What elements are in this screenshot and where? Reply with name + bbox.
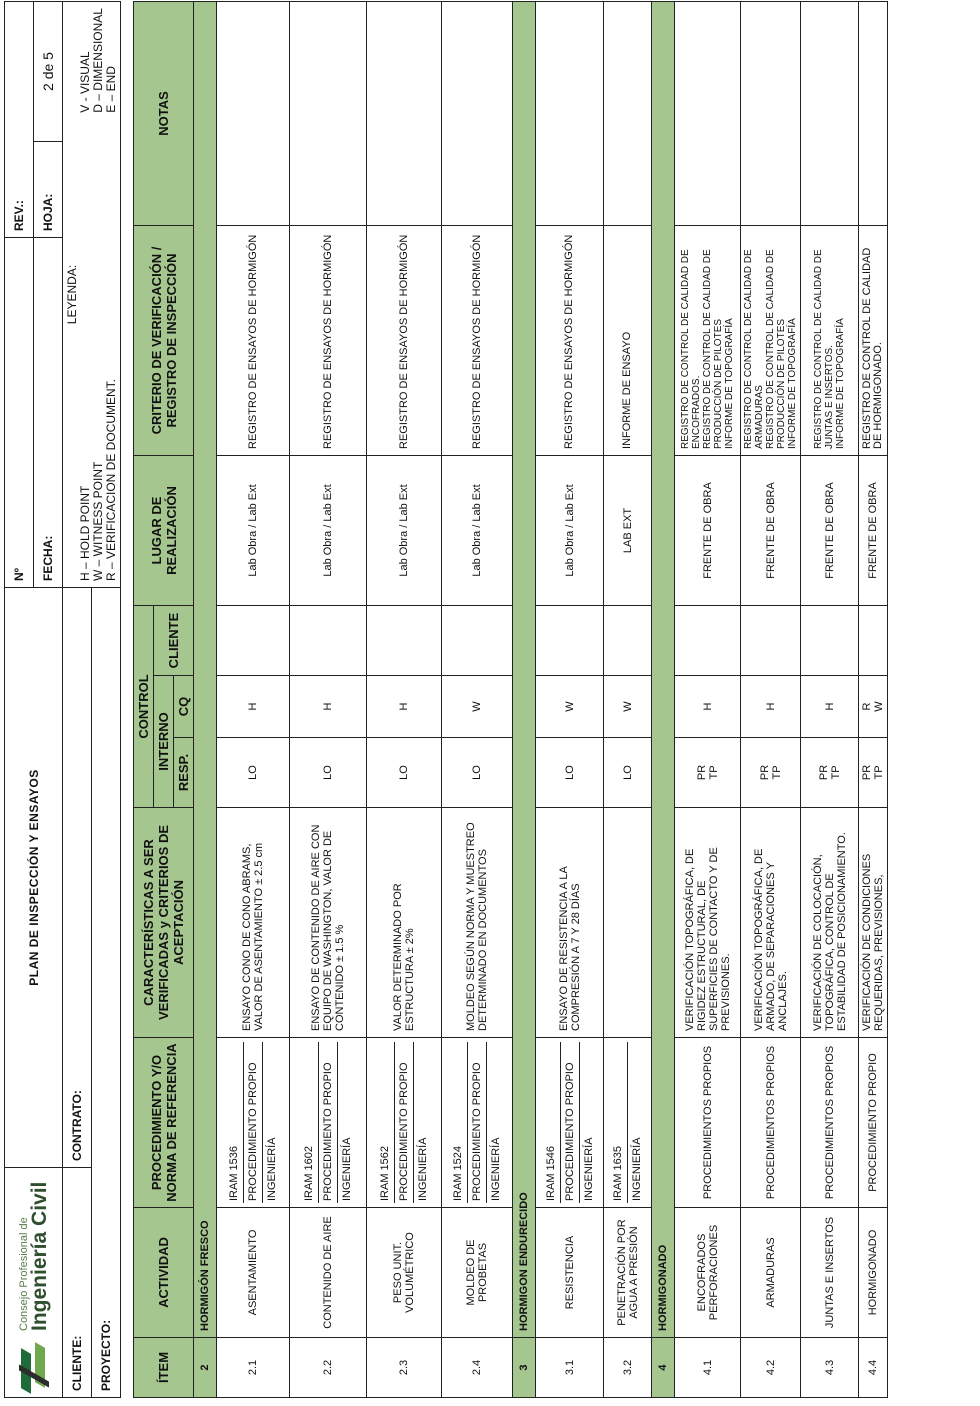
control-cq: H xyxy=(290,676,367,738)
legend-document: R – VERIFICACION DE DOCUMENT. xyxy=(103,378,118,581)
characteristics: VERIFICACIÓN TOPOGRÁFICA, DE RIGIDEZ ESTRUCTURAL, DE SUPERFICIES DE CONTACTO Y DE PREVISIONES. xyxy=(675,808,741,1038)
verification-criterion: REGISTRO DE ENSAYOS DE HORMIGÓN xyxy=(536,225,604,455)
cpic-logo-icon xyxy=(17,1339,51,1391)
location: FRENTE DE OBRA xyxy=(801,455,859,605)
hoja-label: HOJA: xyxy=(34,142,63,238)
document-header xyxy=(4,1,121,1398)
logo xyxy=(5,1168,63,1398)
col-control: CONTROL xyxy=(134,605,154,807)
notes xyxy=(741,1,801,225)
table-row xyxy=(290,1,367,1397)
control-cq: H xyxy=(741,676,801,738)
control-cliente xyxy=(741,605,801,675)
item-number: 2.3 xyxy=(367,1338,442,1398)
activity: JUNTAS E INSERTOS xyxy=(801,1208,859,1338)
control-cq: H xyxy=(675,676,741,738)
item-number: 4.2 xyxy=(741,1338,801,1398)
section-number: 3 xyxy=(513,1338,536,1398)
activity: ARMADURAS xyxy=(741,1208,801,1338)
control-cq: W xyxy=(536,676,604,738)
characteristics xyxy=(604,808,652,1038)
activity: MOLDEO DE PROBETAS xyxy=(442,1208,513,1338)
procedure-line: PROCEDIMIENTOS PROPIOS xyxy=(701,1045,714,1200)
table-row xyxy=(367,1,442,1397)
procedure-line: PROCEDIMIENTOS PROPIOS xyxy=(823,1045,836,1200)
procedure-line: IRAM 1536 xyxy=(225,1042,244,1203)
activity: ASENTAMIENTO xyxy=(217,1208,290,1338)
characteristics: ENSAYO CONO DE CONO ABRAMS, VALOR DE ASENTAMIENTO ± 2.5 cm xyxy=(217,808,290,1038)
control-cliente xyxy=(290,605,367,675)
control-cq: H xyxy=(801,676,859,738)
procedure xyxy=(604,1038,652,1208)
procedure xyxy=(801,1038,859,1208)
table-body xyxy=(194,1,888,1397)
legend-end: E – END xyxy=(103,66,118,113)
notes xyxy=(290,1,367,225)
location: Lab Obra / Lab Ext xyxy=(442,455,513,605)
characteristics: ENSAYO DE RESISTENCIA A LA COMPRESIÓN A 7 Y 28 DÍAS xyxy=(536,808,604,1038)
item-number: 4.4 xyxy=(859,1338,888,1398)
characteristics: VERIFICACIÓN DE COLOCACIÓN, TOPOGRÁFICA, CONTROL DE ESTABILIDAD DE POSICIONAMIENTO. xyxy=(801,808,859,1038)
legend xyxy=(63,2,121,588)
verification-criterion: INFORME DE ENSAYO xyxy=(604,225,652,455)
procedure xyxy=(442,1038,513,1208)
activity: CONTENIDO DE AIRE xyxy=(290,1208,367,1338)
procedure-line: PROCEDIMIENTO PROPIO xyxy=(395,1042,414,1203)
procedure xyxy=(859,1038,888,1208)
procedure-line: INGENIERÍA xyxy=(490,1137,502,1201)
table-row xyxy=(675,1,741,1397)
characteristics: VALOR DETERMINADO POR ESTRUCTURA ± 2% xyxy=(367,808,442,1038)
legend-hold: H – HOLD POINT xyxy=(77,485,92,581)
location: Lab Obra / Lab Ext xyxy=(367,455,442,605)
numero-label: Nº xyxy=(5,238,34,588)
procedure xyxy=(367,1038,442,1208)
table-row xyxy=(741,1,801,1397)
section-title: HORMIGONADO xyxy=(652,1,675,1337)
verification-criterion: REGISTRO DE CONTROL DE CALIDAD DE JUNTAS E INSERTOS. INFORME DE TOPOGRAFÍA xyxy=(801,225,859,455)
verification-criterion: REGISTRO DE ENSAYOS DE HORMIGÓN xyxy=(217,225,290,455)
item-number: 3.2 xyxy=(604,1338,652,1398)
control-cq: W xyxy=(604,676,652,738)
verification-criterion: REGISTRO DE ENSAYOS DE HORMIGÓN xyxy=(442,225,513,455)
control-resp: PR TP xyxy=(801,738,859,808)
table-row xyxy=(801,1,859,1397)
control-cq: R W xyxy=(859,676,888,738)
procedure-line: IRAM 1546 xyxy=(542,1042,561,1203)
col-item: ÍTEM xyxy=(134,1338,194,1398)
notes xyxy=(675,1,741,225)
logo-line-1: Consejo Profesional de xyxy=(17,1217,30,1331)
col-notas: NOTAS xyxy=(134,1,194,225)
control-cq: H xyxy=(367,676,442,738)
characteristics: ENSAYO DE CONTENIDO DE AIRE CON EQUIPO DE WASHINGTON, VALOR DE CONTENIDO ± 1.5 % xyxy=(290,808,367,1038)
section-title: HORMIGON ENDURECIDO xyxy=(513,1,536,1337)
location: Lab Obra / Lab Ext xyxy=(217,455,290,605)
activity: PESO UNIT. VOLUMÉTRICO xyxy=(367,1208,442,1338)
procedure-line: PROCEDIMIENTO PROPIO xyxy=(561,1042,580,1203)
inspection-table xyxy=(133,1,888,1398)
col-interno: INTERNO xyxy=(154,676,174,808)
notes xyxy=(217,1,290,225)
item-number: 2.2 xyxy=(290,1338,367,1398)
control-resp: LO xyxy=(604,738,652,808)
control-cq: W xyxy=(442,676,513,738)
procedure xyxy=(217,1038,290,1208)
procedure xyxy=(536,1038,604,1208)
procedure-line: IRAM 1524 xyxy=(449,1042,468,1203)
table-row xyxy=(859,1,888,1397)
notes xyxy=(442,1,513,225)
control-resp: PR TP xyxy=(859,738,888,808)
col-caracteristicas: CARACTERÍSTICAS A SER VERIFICADAS y CRITERIOS DE ACEPTACIÓN xyxy=(134,808,194,1038)
location: FRENTE DE OBRA xyxy=(859,455,888,605)
procedure-line: PROCEDIMIENTO PROPIO xyxy=(468,1042,487,1203)
control-cliente xyxy=(801,605,859,675)
col-criterio: CRITERIO DE VERIFICACIÓN / REGISTRO DE INSPECCIÓN xyxy=(134,225,194,455)
control-resp: PR TP xyxy=(741,738,801,808)
location: Lab Obra / Lab Ext xyxy=(290,455,367,605)
control-resp: PR TP xyxy=(675,738,741,808)
legend-title: LEYENDA: xyxy=(64,264,79,325)
logo-line-2: Ingeniería Civil xyxy=(27,1181,51,1331)
item-number: 4.3 xyxy=(801,1338,859,1398)
characteristics: VERIFICACIÓN DE CONDICIONES REQUERIDAS, PREVISIONES, xyxy=(859,808,888,1038)
control-resp: LO xyxy=(367,738,442,808)
proyecto-label: PROYECTO: xyxy=(92,588,121,1398)
col-procedimiento: PROCEDIMIENTO Y/O NORMA DE REFERENCIA xyxy=(134,1038,194,1208)
section-number: 4 xyxy=(652,1338,675,1398)
item-number: 4.1 xyxy=(675,1338,741,1398)
procedure xyxy=(741,1038,801,1208)
contrato-label: CONTRATO: xyxy=(63,588,92,1168)
verification-criterion: REGISTRO DE ENSAYOS DE HORMIGÓN xyxy=(290,225,367,455)
notes xyxy=(536,1,604,225)
control-cliente xyxy=(367,605,442,675)
control-cliente xyxy=(604,605,652,675)
legend-dimensional: D – DIMENSIONAL xyxy=(90,8,105,113)
activity: PENETRACIÓN POR AGUA A PRESIÓN xyxy=(604,1208,652,1338)
activity: RESISTENCIA xyxy=(536,1208,604,1338)
hoja-value: 2 de 5 xyxy=(34,2,63,142)
col-cq: CQ xyxy=(174,676,194,738)
control-cq: H xyxy=(217,676,290,738)
control-cliente xyxy=(536,605,604,675)
control-resp: LO xyxy=(217,738,290,808)
control-cliente xyxy=(217,605,290,675)
control-cliente xyxy=(859,605,888,675)
verification-criterion: REGISTRO DE ENSAYOS DE HORMIGÓN xyxy=(367,225,442,455)
procedure-line: INGENIERÍA xyxy=(582,1137,595,1201)
location: FRENTE DE OBRA xyxy=(741,455,801,605)
section-row xyxy=(513,1,536,1397)
location: FRENTE DE OBRA xyxy=(675,455,741,605)
cliente-label: CLIENTE: xyxy=(63,1168,92,1398)
legend-witness: W – WITNESS POINT xyxy=(90,461,105,581)
location: LAB EXT xyxy=(604,455,652,605)
location: Lab Obra / Lab Ext xyxy=(536,455,604,605)
fecha-label: FECHA: xyxy=(34,238,63,588)
page-title: PLAN DE INSPECCIÓN Y ENSAYOS xyxy=(5,588,63,1168)
col-actividad: ACTIVIDAD xyxy=(134,1208,194,1338)
col-cliente: CLIENTE xyxy=(154,605,194,675)
notes xyxy=(367,1,442,225)
table-row xyxy=(217,1,290,1397)
procedure-line: PROCEDIMIENTOS PROPIOS xyxy=(764,1045,777,1200)
characteristics: MOLDEO SEGÚN NORMA Y MUESTREO DETERMINADO EN DOCUMENTOS xyxy=(442,808,513,1038)
rev-label: REV.: xyxy=(5,2,34,238)
item-number: 2.4 xyxy=(442,1338,513,1398)
verification-criterion: REGISTRO DE CONTROL DE CALIDAD DE ENCOFRADOS. REGISTRO DE CONTROL DE CALIDAD DE PRODUCCIÓN DE PILOTES INFORME DE TOPOGRAFÍA xyxy=(675,225,741,455)
table-row xyxy=(604,1,652,1397)
procedure-line: IRAM 1635 xyxy=(609,1042,628,1203)
procedure-line: PROCEDIMIENTO PROPIO xyxy=(244,1042,263,1203)
col-resp: RESP. xyxy=(174,738,194,808)
item-number: 2.1 xyxy=(217,1338,290,1398)
procedure-line: INGENIERÍA xyxy=(631,1137,643,1201)
procedure-line: PROCEDIMIENTO PROPIO xyxy=(867,1053,879,1192)
procedure-line: INGENIERÍA xyxy=(341,1137,353,1201)
control-resp: LO xyxy=(290,738,367,808)
procedure-line: INGENIERÍA xyxy=(417,1137,429,1201)
control-resp: LO xyxy=(536,738,604,808)
legend-visual: V - VISUAL xyxy=(77,51,92,113)
characteristics: VERIFICACIÓN TOPOGRÁFICA, DE ARMADO, DE SEPARACIONES Y ANCLAJES. xyxy=(741,808,801,1038)
table-row xyxy=(442,1,513,1397)
notes xyxy=(801,1,859,225)
item-number: 3.1 xyxy=(536,1338,604,1398)
col-lugar: LUGAR DE REALIZACIÓN xyxy=(134,455,194,605)
inspection-plan-sheet xyxy=(4,2,972,1398)
section-row xyxy=(652,1,675,1397)
activity: HORMIGONADO xyxy=(859,1208,888,1338)
procedure-line: INGENIERÍA xyxy=(266,1137,278,1201)
verification-criterion: REGISTRO DE CONTROL DE CALIDAD DE ARMADURAS REGISTRO DE CONTROL DE CALIDAD DE PRODUCCIÓN DE PILOTES INFORME DE TOPOGRAFÍA xyxy=(741,225,801,455)
activity: ENCOFRADOS PERFORACIONES xyxy=(675,1208,741,1338)
section-row xyxy=(194,1,217,1397)
table-row xyxy=(536,1,604,1397)
procedure xyxy=(675,1038,741,1208)
section-number: 2 xyxy=(194,1338,217,1398)
procedure xyxy=(290,1038,367,1208)
procedure-line: IRAM 1602 xyxy=(300,1042,319,1203)
notes xyxy=(604,1,652,225)
control-cliente xyxy=(442,605,513,675)
procedure-line: PROCEDIMIENTO PROPIO xyxy=(319,1042,338,1203)
procedure-line: IRAM 1562 xyxy=(376,1042,395,1203)
control-resp: LO xyxy=(442,738,513,808)
section-title: HORMIGÓN FRESCO xyxy=(194,1,217,1337)
verification-criterion: REGISTRO DE CONTROL DE CALIDAD DE HORMIGONADO. xyxy=(859,225,888,455)
control-cliente xyxy=(675,605,741,675)
notes xyxy=(859,1,888,225)
